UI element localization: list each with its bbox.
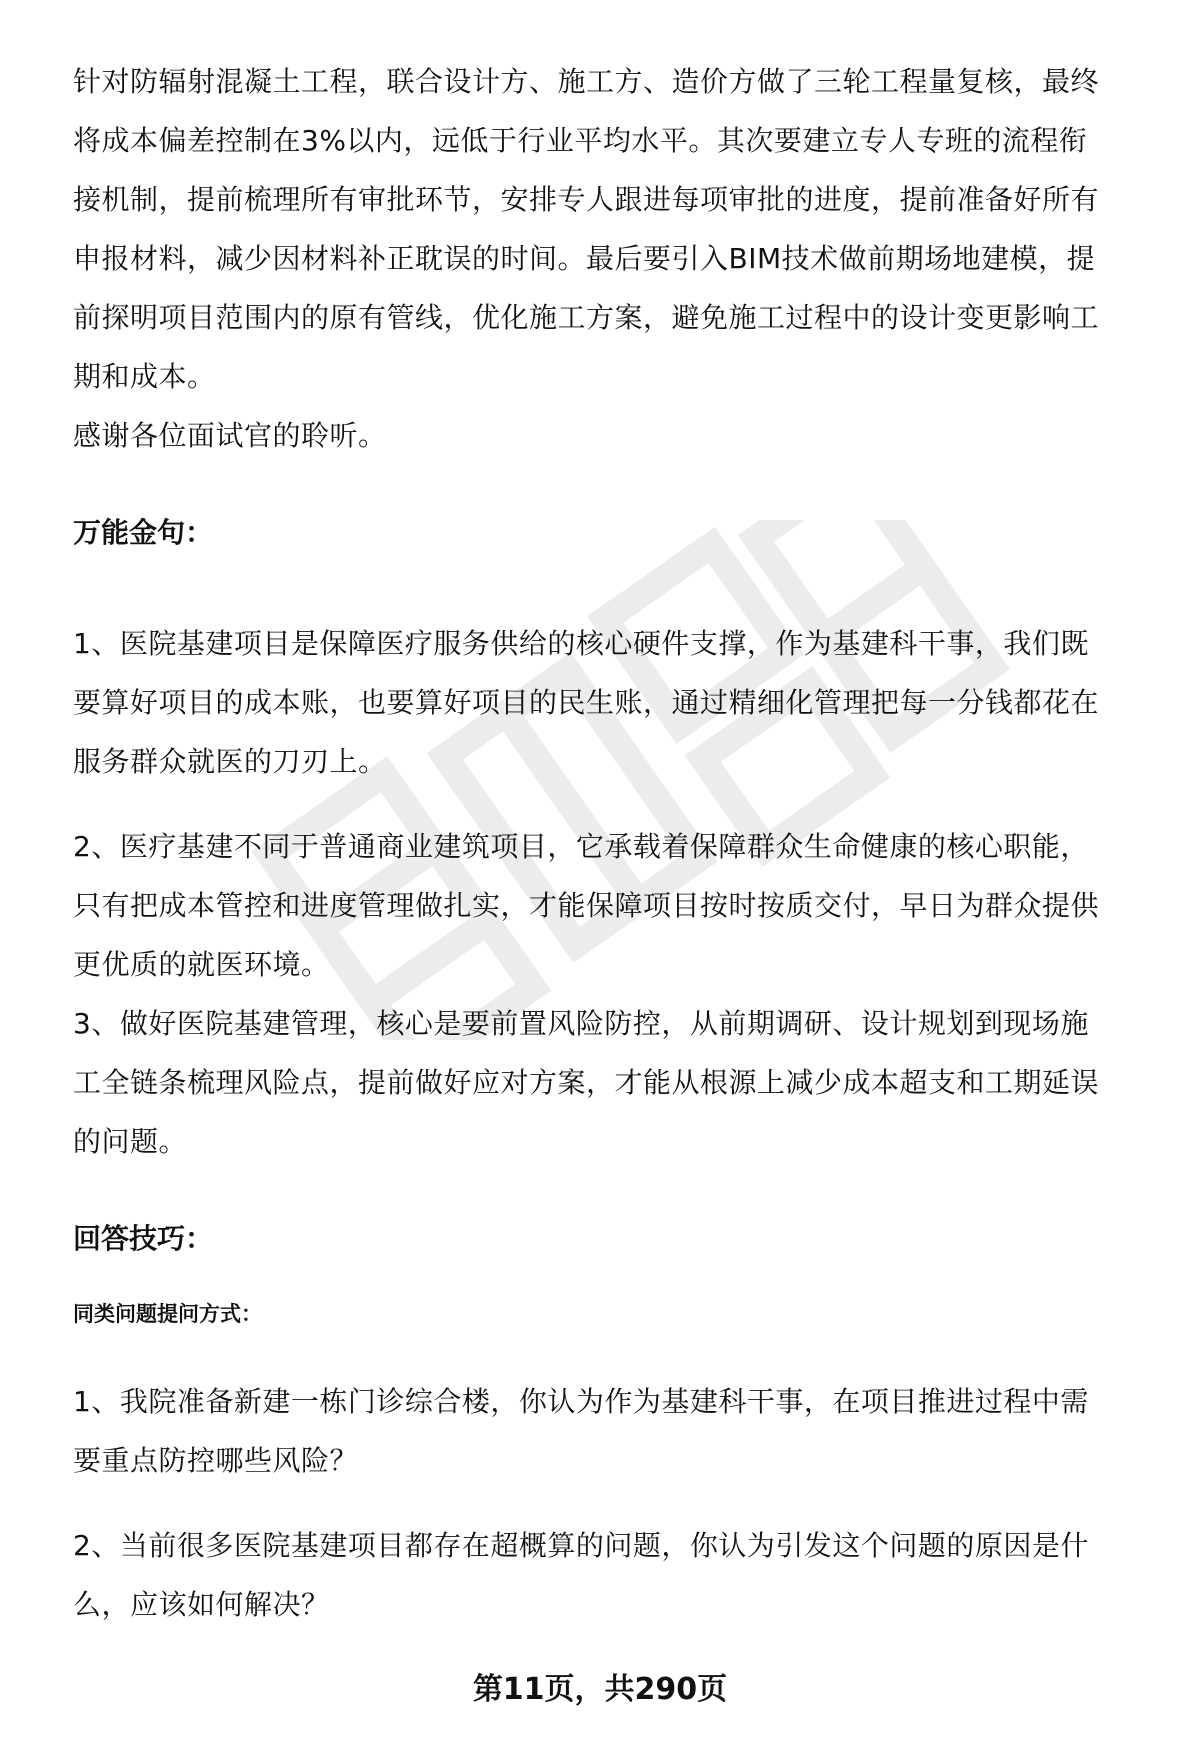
intro-line: 将成本偏差控制在3%以内，远低于行业平均水平。其次要建立专人专班的流程衔 xyxy=(73,124,1088,157)
golden-line: 2、医疗基建不同于普通商业建筑项目，它承载着保障群众生命健康的核心职能， xyxy=(73,830,1089,863)
question-line: 要重点防控哪些风险？ xyxy=(73,1444,359,1477)
question-item xyxy=(73,1516,1153,1634)
golden-sentence-item xyxy=(73,994,1153,1171)
intro-line: 接机制，提前梳理所有审批环节，安排专人跟进每项审批的进度，提前准备好所有 xyxy=(73,183,1100,216)
answer-tips-section xyxy=(73,1209,1153,1634)
intro-line: 针对防辐射混凝土工程，联合设计方、施工方、造价方做了三轮工程量复核，最终 xyxy=(73,65,1100,98)
page-number-footer: 第11页，共290页 xyxy=(472,1672,728,1707)
question-item xyxy=(73,1372,1153,1490)
intro-line: 前探明项目范围内的原有管线，优化施工方案，避免施工过程中的设计变更影响工 xyxy=(73,301,1100,334)
golden-line: 1、医院基建项目是保障医疗服务供给的核心硬件支撑，作为基建科干事，我们既 xyxy=(73,627,1089,660)
question-line: 2、当前很多医院基建项目都存在超概算的问题，你认为引发这个问题的原因是什 xyxy=(73,1529,1089,1562)
intro-section xyxy=(73,52,1153,465)
golden-sentences-section xyxy=(73,503,1153,1171)
golden-line: 3、做好医院基建管理，核心是要前置风险防控，从前期调研、设计规划到现场施 xyxy=(73,1007,1089,1040)
golden-line: 要算好项目的成本账，也要算好项目的民生账，通过精细化管理把每一分钱都花在 xyxy=(73,686,1100,719)
answer-tips-heading: 回答技巧： xyxy=(73,1222,214,1255)
question-line: 么，应该如何解决？ xyxy=(73,1588,330,1621)
document-page xyxy=(73,52,1153,1634)
golden-line: 只有把成本管控和进度管理做扎实，才能保障项目按时按质交付，早日为群众提供 xyxy=(73,889,1100,922)
golden-sentence-item xyxy=(73,614,1153,791)
golden-line: 服务群众就医的刀刃上。 xyxy=(73,745,387,778)
thanks-line: 感谢各位面试官的聆听。 xyxy=(73,419,387,452)
golden-sentence-item xyxy=(73,817,1153,994)
question-line: 1、我院准备新建一栋门诊综合楼，你认为作为基建科干事，在项目推进过程中需 xyxy=(73,1385,1089,1418)
similar-questions-subheading: 同类问题提问方式： xyxy=(73,1302,262,1326)
golden-line: 更优质的就医环境。 xyxy=(73,948,330,981)
golden-line: 工全链条梳理风险点，提前做好应对方案，才能从根源上减少成本超支和工期延误 xyxy=(73,1066,1100,1099)
intro-line: 申报材料，减少因材料补正耽误的时间。最后要引入BIM技术做前期场地建模，提 xyxy=(73,242,1096,275)
intro-line: 期和成本。 xyxy=(73,360,216,393)
golden-sentences-heading: 万能金句： xyxy=(73,516,214,549)
golden-line: 的问题。 xyxy=(73,1125,188,1158)
